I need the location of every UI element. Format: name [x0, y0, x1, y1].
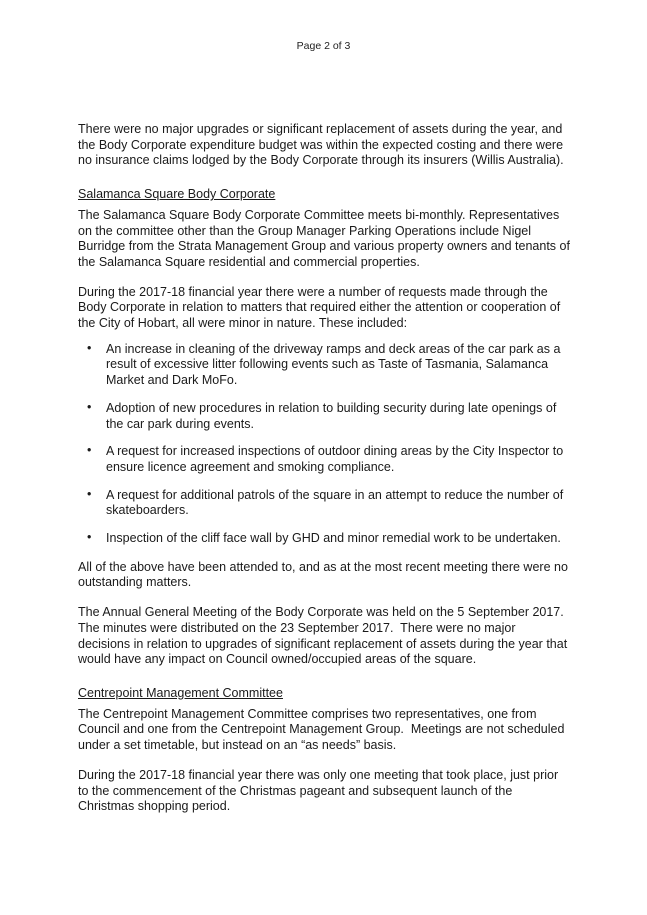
request-bullet-list: [78, 342, 571, 547]
paragraph-centrepoint-meeting: During the 2017-18 financial year there was only one meeting that took place, just prior to the commencement of the Christmas pageant and subsequent launch of the Christmas shopping period.: [78, 767, 562, 814]
bullet-icon: •: [87, 443, 92, 458]
page-number-indicator: Page 2 of 3: [296, 40, 351, 52]
list-item: [78, 531, 571, 547]
section-heading-salamanca-square-body-corporate: Salamanca Square Body Corporate: [78, 187, 276, 202]
paragraph-requests-intro: During the 2017-18 financial year there were a number of requests made through the Body Corporate in relation to matters that required either the attention or cooperation of the City of Hobart, all were minor in nature. These included:: [78, 284, 564, 331]
paragraph-salamanca-committee: The Salamanca Square Body Corporate Committee meets bi-monthly. Representatives on the committee other than the Group Manager Parking Operations include Nigel Burridge from the Strata Management Group and various property owners and tenants of the Salamanca Square residential and commercial properties.: [78, 207, 574, 269]
bullet-icon: •: [87, 530, 92, 545]
paragraph-centrepoint-committee: The Centrepoint Management Committee comprises two representatives, one from Council and one from the Centrepoint Management Group. Meetings are not scheduled under a set timetable, but instead on an “as needs” basis.: [78, 706, 568, 753]
list-item-text: A request for increased inspections of outdoor dining areas by the City Inspector to ensure licence agreement and smoking compliance.: [106, 444, 567, 474]
list-item-text: Inspection of the cliff face wall by GHD and minor remedial work to be undertaken.: [106, 531, 561, 546]
list-item: [78, 444, 571, 475]
list-item: [78, 488, 571, 519]
bullet-icon: •: [87, 340, 92, 355]
list-item: [78, 342, 571, 389]
bullet-icon: •: [87, 486, 92, 501]
paragraph-asset-upgrades: There were no major upgrades or significant replacement of assets during the year, and the Body Corporate expenditure budget was within the expected costing and there were no insurance claims lodged by the Body Corporate through its insurers (Willis Australia).: [78, 122, 567, 168]
section-heading-centrepoint-management-committee: Centrepoint Management Committee: [78, 685, 283, 700]
list-item-text: An increase in cleaning of the driveway ramps and deck areas of the car park as a result of excessive litter following events such as Taste of Tasmania, Salamanca Market and Dark MoFo.: [106, 341, 564, 388]
page-content: [78, 122, 574, 829]
paragraph-matters-attended: All of the above have been attended to, and as at the most recent meeting there were no outstanding matters.: [78, 559, 572, 590]
list-item-text: Adoption of new procedures in relation to building security during late openings of the car park during events.: [106, 400, 560, 431]
bullet-icon: •: [87, 399, 92, 414]
paragraph-annual-general-meeting: The Annual General Meeting of the Body Corporate was held on the 5 September 2017. The minutes were distributed on the 23 September 2017. There were no major decisions in relation to upgrades of significant replacement of assets during the year that would have any impact on Council owned/occupied areas of the square.: [78, 605, 571, 667]
list-item-text: A request for additional patrols of the square in an attempt to reduce the number of skateboarders.: [106, 487, 567, 518]
list-item: [78, 401, 571, 432]
